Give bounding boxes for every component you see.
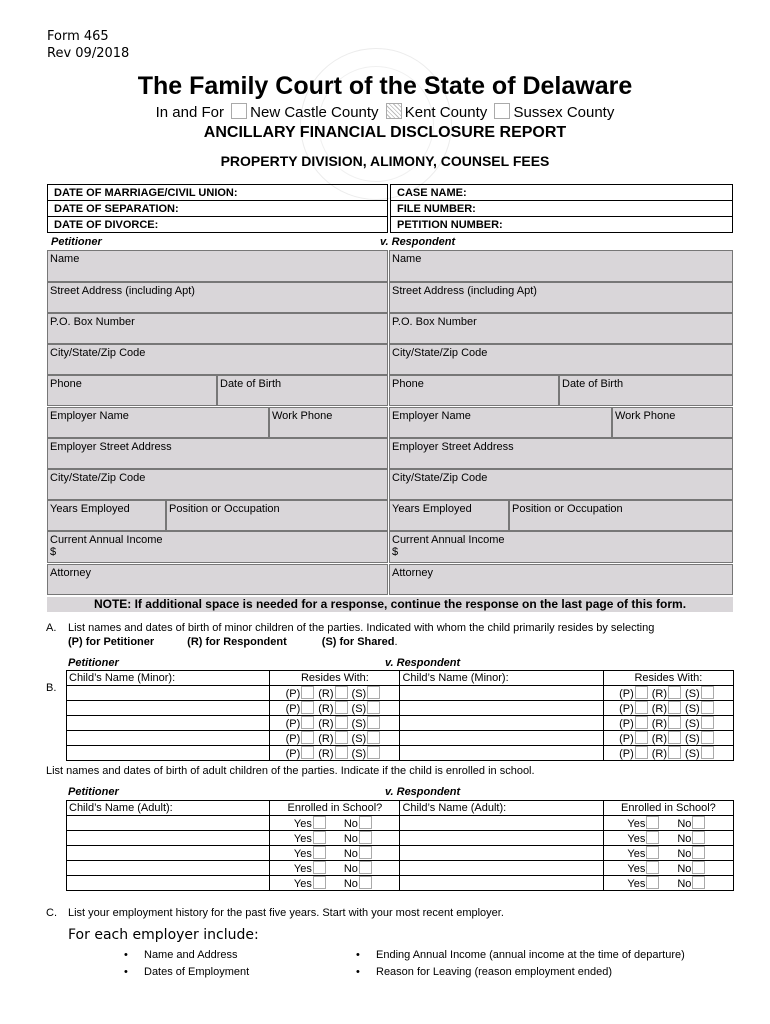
resides-selector-respondent: [603, 701, 733, 716]
employer-include-heading: For each employer include:: [68, 927, 259, 943]
s-checkbox[interactable]: [367, 686, 380, 699]
report-subtitle: PROPERTY DIVISION, ALIMONY, COUNSEL FEES: [220, 153, 550, 169]
p-label: (P): [619, 718, 634, 730]
s-checkbox[interactable]: [367, 701, 380, 714]
bullet-item: [356, 949, 685, 961]
legend-shared: (S) for Shared: [321, 636, 395, 648]
s-checkbox[interactable]: [701, 746, 714, 759]
p-label: (P): [619, 688, 634, 700]
enrolled-selector-respondent: [603, 876, 733, 891]
s-checkbox[interactable]: [701, 701, 714, 714]
resides-selector-respondent: [603, 686, 733, 701]
petitioner-income-dollar: $: [50, 546, 57, 558]
enrolled-selector: [270, 861, 400, 876]
no-checkbox[interactable]: [692, 816, 705, 829]
adult-header-row: [67, 801, 734, 816]
adult-name-input-respondent[interactable]: [400, 861, 603, 876]
enrolled-selector-respondent: [603, 861, 733, 876]
p-checkbox[interactable]: [635, 731, 648, 744]
no-label: No: [343, 863, 358, 875]
minor-name-header-respondent: Child’s Name (Minor):: [400, 671, 603, 686]
petitioner-dob-field[interactable]: Date of Birth: [217, 375, 388, 406]
p-label: (P): [619, 733, 634, 745]
county-label-sussex: Sussex County: [513, 104, 615, 121]
p-checkbox[interactable]: [635, 716, 648, 729]
respondent-attorney-field[interactable]: Attorney: [389, 564, 733, 595]
petitioner-heading: Petitioner: [51, 236, 102, 248]
no-checkbox[interactable]: [359, 831, 372, 844]
p-label: (P): [285, 748, 301, 760]
adult-name-input-respondent[interactable]: [400, 831, 603, 846]
yes-label: Yes: [627, 878, 646, 890]
petitioner-income-label: Current Annual Income: [50, 534, 163, 546]
yes-checkbox[interactable]: [313, 831, 326, 844]
s-checkbox[interactable]: [367, 716, 380, 729]
s-checkbox[interactable]: [701, 716, 714, 729]
petitioner-work-phone-field[interactable]: Work Phone: [269, 407, 388, 438]
section-c-text: List your employment history for the past five years. Start with your most recent employer.: [68, 907, 504, 919]
file-number-field[interactable]: FILE NUMBER:: [391, 201, 733, 217]
no-label: No: [343, 848, 358, 860]
no-label: No: [677, 878, 692, 890]
respondent-pobox-field[interactable]: P.O. Box Number: [389, 313, 733, 344]
r-label: (R): [318, 718, 334, 730]
s-checkbox[interactable]: [701, 731, 714, 744]
minor-name-input[interactable]: [67, 731, 270, 746]
case-info-right: [390, 184, 733, 233]
no-checkbox[interactable]: [692, 861, 705, 874]
petitioner-pobox-field[interactable]: P.O. Box Number: [47, 313, 388, 344]
county-label-kent: Kent County: [404, 104, 488, 121]
respondent-income-label: Current Annual Income: [392, 534, 505, 546]
s-label: (S): [685, 733, 700, 745]
petitioner-city-field[interactable]: City/State/Zip Code: [47, 344, 388, 375]
yes-checkbox[interactable]: [313, 861, 326, 874]
yes-checkbox[interactable]: [313, 846, 326, 859]
resides-header: Resides With:: [270, 671, 400, 686]
enrolled-selector: [270, 846, 400, 861]
p-checkbox[interactable]: [301, 746, 314, 759]
s-label: (S): [351, 718, 367, 730]
yes-checkbox[interactable]: [646, 876, 659, 889]
s-checkbox[interactable]: [367, 731, 380, 744]
yes-checkbox[interactable]: [646, 831, 659, 844]
minor-name-input-respondent[interactable]: [400, 716, 603, 731]
resides-selector-respondent: [603, 716, 733, 731]
bullet-item: [124, 966, 249, 978]
minor-row: [67, 701, 734, 716]
minor-row: [67, 716, 734, 731]
s-label: (S): [685, 718, 700, 730]
petitioner-employer-street-field[interactable]: Employer Street Address: [47, 438, 388, 469]
adult-row: [67, 816, 734, 831]
r-checkbox[interactable]: [668, 746, 681, 759]
no-label: No: [677, 863, 692, 875]
case-info-left: [47, 184, 388, 233]
petition-number-field[interactable]: PETITION NUMBER:: [391, 217, 733, 233]
petitioner-phone-field[interactable]: Phone: [47, 375, 217, 406]
legend-petitioner: (P) for Petitioner: [68, 636, 155, 648]
r-label: (R): [651, 733, 668, 745]
p-label: (P): [619, 748, 634, 760]
form-number: Form 465: [47, 29, 109, 44]
respondent-income-field[interactable]: [389, 531, 733, 563]
p-checkbox[interactable]: [301, 716, 314, 729]
adult-name-input[interactable]: [67, 831, 270, 846]
r-label: (R): [318, 733, 334, 745]
resides-selector-respondent: [603, 731, 733, 746]
yes-label: Yes: [627, 863, 646, 875]
no-label: No: [677, 833, 692, 845]
respondent-phone-field[interactable]: Phone: [389, 375, 559, 406]
minor-name-input[interactable]: [67, 686, 270, 701]
bullet-item: [356, 966, 612, 978]
no-label: No: [343, 878, 358, 890]
p-label: (P): [285, 688, 301, 700]
no-checkbox[interactable]: [692, 831, 705, 844]
form-number-block: [47, 28, 129, 62]
resides-selector: [270, 746, 400, 761]
s-label: (S): [351, 748, 367, 760]
petitioner-income-field[interactable]: [47, 531, 388, 563]
no-label: No: [343, 818, 358, 830]
adult-row: [67, 831, 734, 846]
section-a-letter: A.: [46, 622, 57, 634]
p-checkbox[interactable]: [635, 686, 648, 699]
yes-label: Yes: [293, 863, 312, 875]
petitioner-street-field[interactable]: Street Address (including Apt): [47, 282, 388, 313]
minor-row: [67, 686, 734, 701]
enrolled-selector-respondent: [603, 846, 733, 861]
bullet-icon: •: [124, 966, 128, 978]
minor-name-input-respondent[interactable]: [400, 701, 603, 716]
yes-label: Yes: [293, 878, 312, 890]
respondent-income-dollar: $: [392, 546, 399, 558]
p-checkbox[interactable]: [301, 686, 314, 699]
no-checkbox[interactable]: [692, 846, 705, 859]
s-label: (S): [351, 703, 367, 715]
petitioner-attorney-field[interactable]: Attorney: [47, 564, 388, 595]
minor-name-input[interactable]: [67, 716, 270, 731]
minor-name-input[interactable]: [67, 701, 270, 716]
enrolled-header-respondent: Enrolled in School?: [603, 801, 733, 816]
minor-name-input[interactable]: [67, 746, 270, 761]
additional-space-note: NOTE: If additional space is needed for a response, continue the response on the last page of this form.: [47, 597, 733, 612]
petitioner-employer-city-field[interactable]: City/State/Zip Code: [47, 469, 388, 500]
resides-selector: [270, 716, 400, 731]
bullet-icon: •: [356, 949, 360, 961]
r-label: (R): [651, 688, 668, 700]
respondent-employer-field[interactable]: Employer Name: [389, 407, 612, 438]
county-checkbox-new-castle[interactable]: [231, 103, 247, 119]
form-revision: Rev 09/2018: [47, 46, 130, 61]
p-label: (P): [285, 703, 301, 715]
r-label: (R): [651, 748, 668, 760]
no-checkbox[interactable]: [359, 816, 372, 829]
adult-row: [67, 846, 734, 861]
date-of-divorce-field[interactable]: DATE OF DIVORCE:: [48, 217, 388, 233]
minor-children-table: [66, 670, 734, 761]
bullet-text: Name and Address: [144, 949, 238, 961]
in-and-for-label: In and For: [155, 104, 224, 121]
minor-row: [67, 746, 734, 761]
adult-name-input[interactable]: [67, 876, 270, 891]
county-checkbox-kent[interactable]: [386, 103, 402, 119]
respondent-name-field[interactable]: Name: [389, 250, 733, 282]
s-checkbox[interactable]: [367, 746, 380, 759]
bullet-text: Reason for Leaving (reason employment ended): [376, 966, 613, 978]
yes-label: Yes: [293, 848, 312, 860]
bullet-text: Ending Annual Income (annual income at the time of departure): [376, 949, 685, 961]
adult-name-header: Child’s Name (Adult):: [67, 801, 270, 816]
s-label: (S): [351, 733, 367, 745]
yes-label: Yes: [293, 833, 312, 845]
no-label: No: [677, 818, 692, 830]
no-checkbox[interactable]: [359, 861, 372, 874]
no-checkbox[interactable]: [359, 876, 372, 889]
respondent-employer-street-field[interactable]: Employer Street Address: [389, 438, 733, 469]
respondent-city-field[interactable]: City/State/Zip Code: [389, 344, 733, 375]
minor-name-input-respondent[interactable]: [400, 746, 603, 761]
s-label: (S): [351, 688, 367, 700]
yes-checkbox[interactable]: [646, 816, 659, 829]
legend-respondent: (R) for Respondent: [187, 636, 287, 648]
r-checkbox[interactable]: [335, 731, 348, 744]
r-checkbox[interactable]: [335, 746, 348, 759]
date-of-separation-field[interactable]: DATE OF SEPARATION:: [48, 201, 388, 217]
bullet-icon: •: [356, 966, 360, 978]
s-label: (S): [685, 703, 700, 715]
adult-name-input-respondent[interactable]: [400, 816, 603, 831]
county-label-new-castle: New Castle County: [250, 104, 379, 121]
petitioner-name-field[interactable]: Name: [47, 250, 388, 282]
r-checkbox[interactable]: [668, 731, 681, 744]
r-label: (R): [651, 718, 668, 730]
r-label: (R): [651, 703, 668, 715]
resides-header-respondent: Resides With:: [603, 671, 733, 686]
no-label: No: [677, 848, 692, 860]
minor-row: [67, 731, 734, 746]
yes-checkbox[interactable]: [646, 861, 659, 874]
resides-selector-respondent: [603, 746, 733, 761]
adult-name-input[interactable]: [67, 846, 270, 861]
yes-label: Yes: [627, 818, 646, 830]
minor-petitioner-heading: Petitioner: [68, 657, 119, 669]
legend-period: .: [394, 636, 398, 648]
s-label: (S): [685, 748, 700, 760]
bullet-icon: •: [124, 949, 128, 961]
respondent-position-field[interactable]: Position or Occupation: [509, 500, 733, 531]
adult-name-input-respondent[interactable]: [400, 876, 603, 891]
adult-row: [67, 861, 734, 876]
date-of-marriage-field[interactable]: DATE OF MARRIAGE/CIVIL UNION:: [48, 185, 388, 201]
r-checkbox[interactable]: [335, 686, 348, 699]
minor-respondent-heading: v. Respondent: [385, 657, 461, 669]
adult-name-input[interactable]: [67, 816, 270, 831]
yes-checkbox[interactable]: [313, 816, 326, 829]
r-label: (R): [318, 748, 334, 760]
adult-name-header-respondent: Child’s Name (Adult):: [400, 801, 603, 816]
respondent-heading: v. Respondent: [380, 236, 456, 248]
r-checkbox[interactable]: [668, 716, 681, 729]
no-label: No: [343, 833, 358, 845]
r-label: (R): [318, 703, 334, 715]
yes-checkbox[interactable]: [313, 876, 326, 889]
r-checkbox[interactable]: [335, 716, 348, 729]
section-c-letter: C.: [46, 907, 57, 919]
petitioner-years-field[interactable]: Years Employed: [47, 500, 166, 531]
respondent-street-field[interactable]: Street Address (including Apt): [389, 282, 733, 313]
s-label: (S): [685, 688, 700, 700]
p-checkbox[interactable]: [635, 701, 648, 714]
adult-petitioner-heading: Petitioner: [68, 786, 119, 798]
respondent-work-phone-field[interactable]: Work Phone: [612, 407, 733, 438]
county-checkbox-sussex[interactable]: [494, 103, 510, 119]
section-b-letter: B.: [46, 682, 57, 694]
r-checkbox[interactable]: [668, 686, 681, 699]
bullet-text: Dates of Employment: [144, 966, 250, 978]
resides-selector: [270, 686, 400, 701]
minor-name-input-respondent[interactable]: [400, 686, 603, 701]
r-checkbox[interactable]: [335, 701, 348, 714]
minor-header-row: [67, 671, 734, 686]
p-checkbox[interactable]: [635, 746, 648, 759]
resides-selector: [270, 731, 400, 746]
adult-respondent-heading: v. Respondent: [385, 786, 461, 798]
adult-name-input[interactable]: [67, 861, 270, 876]
enrolled-selector-respondent: [603, 816, 733, 831]
yes-label: Yes: [627, 833, 646, 845]
respondent-years-field[interactable]: Years Employed: [389, 500, 509, 531]
enrolled-selector: [270, 876, 400, 891]
yes-checkbox[interactable]: [646, 846, 659, 859]
adult-row: [67, 876, 734, 891]
enrolled-header: Enrolled in School?: [270, 801, 400, 816]
respondent-dob-field[interactable]: Date of Birth: [559, 375, 733, 406]
enrolled-selector: [270, 816, 400, 831]
county-selector: [0, 103, 770, 121]
report-title: ANCILLARY FINANCIAL DISCLOSURE REPORT: [203, 124, 567, 141]
yes-label: Yes: [627, 848, 646, 860]
no-checkbox[interactable]: [692, 876, 705, 889]
resides-selector: [270, 701, 400, 716]
adult-children-table: [66, 800, 734, 891]
p-checkbox[interactable]: [301, 731, 314, 744]
no-checkbox[interactable]: [359, 846, 372, 859]
p-label: (P): [285, 733, 301, 745]
petitioner-position-field[interactable]: Position or Occupation: [166, 500, 388, 531]
yes-label: Yes: [293, 818, 312, 830]
petitioner-employer-field[interactable]: Employer Name: [47, 407, 269, 438]
minor-name-header: Child’s Name (Minor):: [67, 671, 270, 686]
court-title: The Family Court of the State of Delaware: [137, 72, 633, 100]
section-a-legend: [68, 635, 398, 649]
enrolled-selector-respondent: [603, 831, 733, 846]
respondent-employer-city-field[interactable]: City/State/Zip Code: [389, 469, 733, 500]
p-label: (P): [619, 703, 634, 715]
p-checkbox[interactable]: [301, 701, 314, 714]
adult-children-intro: List names and dates of birth of adult children of the parties. Indicate if the child is enrolled in school.: [46, 765, 535, 777]
enrolled-selector: [270, 831, 400, 846]
section-a-text: List names and dates of birth of minor children of the parties. Indicated with whom the child primarily resides by selecting: [68, 622, 655, 634]
r-checkbox[interactable]: [668, 701, 681, 714]
p-label: (P): [285, 718, 301, 730]
adult-name-input-respondent[interactable]: [400, 846, 603, 861]
r-label: (R): [318, 688, 334, 700]
bullet-item: [124, 949, 238, 961]
case-name-field[interactable]: CASE NAME:: [391, 185, 733, 201]
s-checkbox[interactable]: [701, 686, 714, 699]
minor-name-input-respondent[interactable]: [400, 731, 603, 746]
